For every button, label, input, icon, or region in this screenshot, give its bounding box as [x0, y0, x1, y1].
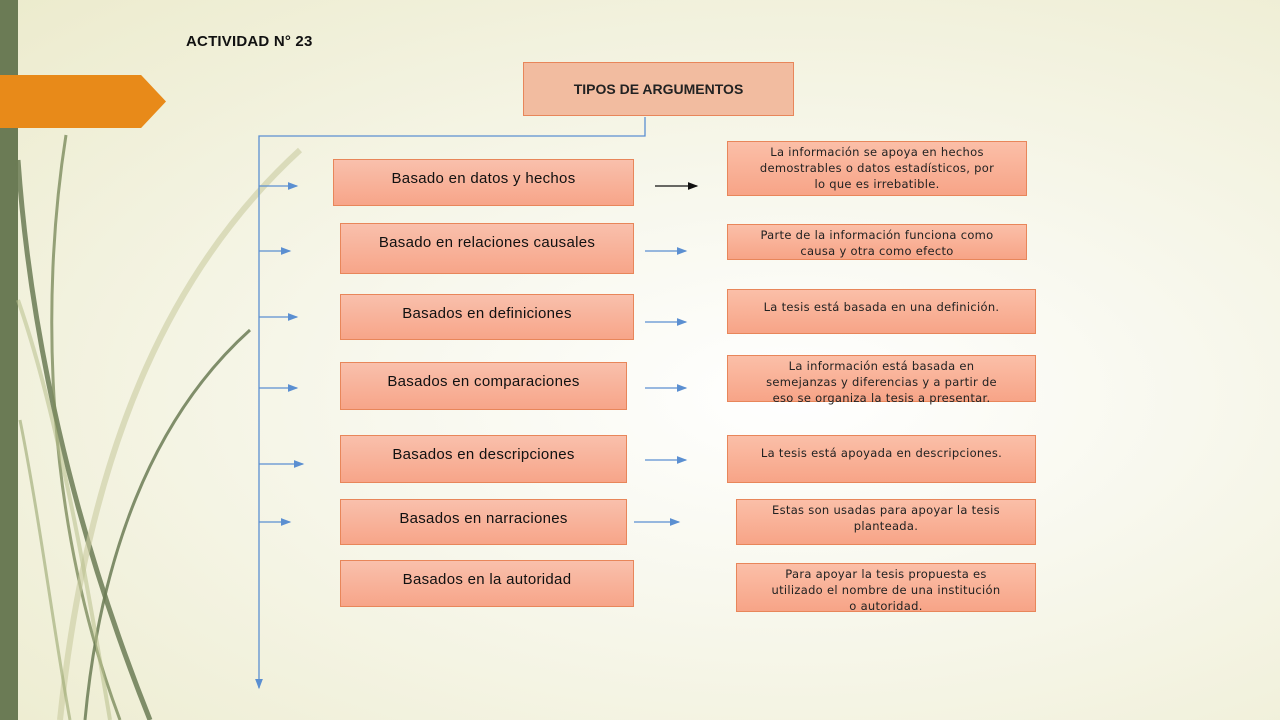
description-line: La tesis está basada en una definición. — [763, 300, 1000, 314]
description-line: lo que es irrebatible. — [814, 177, 940, 191]
description-line: La tesis está apoyada en descripciones. — [760, 446, 1003, 460]
description-comparaciones — [727, 355, 1036, 405]
description-definiciones — [727, 289, 1036, 334]
description-narraciones — [736, 499, 1036, 545]
description-descripciones — [727, 435, 1036, 483]
category-comparaciones: Basados en comparaciones — [340, 362, 627, 410]
description-line: causa y otra como efecto — [800, 244, 954, 258]
category-datos-y-hechos: Basado en datos y hechos — [333, 159, 634, 206]
activity-title: ACTIVIDAD N° 23 — [186, 33, 313, 50]
description-relaciones-causales — [727, 224, 1027, 260]
category-relaciones-causales: Basado en relaciones causales — [340, 223, 634, 274]
category-narraciones: Basados en narraciones — [340, 499, 627, 545]
description-line: Para apoyar la tesis propuesta es — [785, 567, 987, 581]
category-descripciones: Basados en descripciones — [340, 435, 627, 483]
description-line: Estas son usadas para apoyar la tesis — [772, 503, 1000, 517]
category-autoridad: Basados en la autoridad — [340, 560, 634, 607]
description-line: utilizado el nombre de una institución — [771, 583, 1001, 597]
description-line: demostrables o datos estadísticos, por — [759, 161, 995, 175]
description-line: planteada. — [853, 519, 919, 533]
description-autoridad — [736, 563, 1036, 612]
description-line: La información está basada en — [788, 359, 975, 373]
category-definiciones: Basados en definiciones — [340, 294, 634, 340]
description-line: La información se apoya en hechos — [770, 145, 984, 159]
description-line: semejanzas y diferencias y a partir de — [766, 375, 997, 389]
description-line: Parte de la información funciona como — [760, 228, 994, 242]
root-node-tipos-de-argumentos: TIPOS DE ARGUMENTOS — [523, 62, 794, 116]
description-line: eso se organiza la tesis a presentar. — [772, 391, 991, 405]
description-datos-y-hechos — [727, 141, 1027, 196]
description-line: o autoridad. — [849, 599, 923, 613]
